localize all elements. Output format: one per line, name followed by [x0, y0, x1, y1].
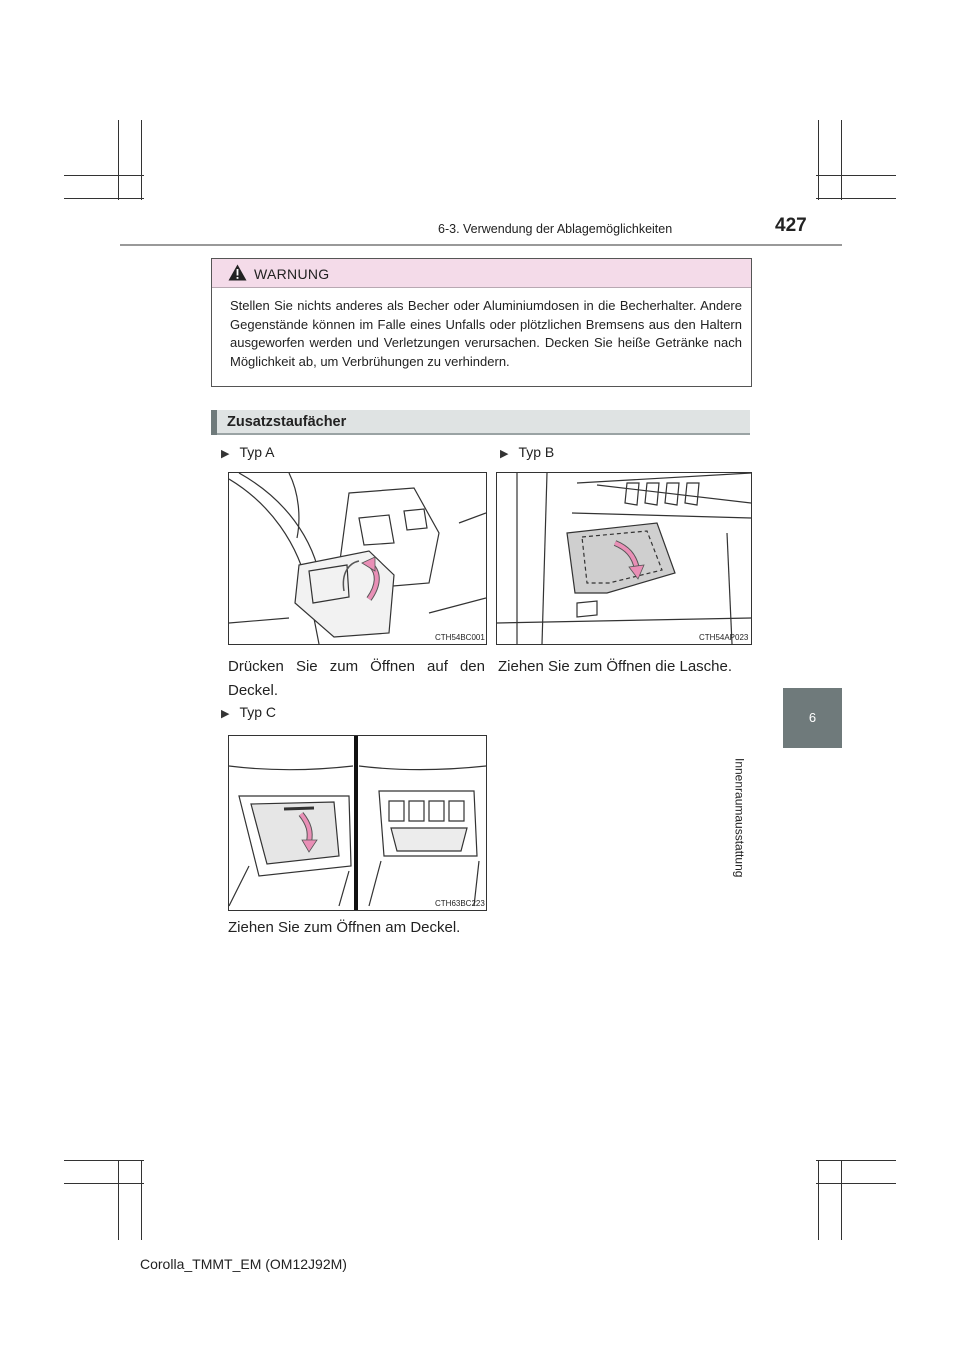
type-a-label	[221, 444, 275, 460]
chapter-label-text: Innenraumausstattung	[732, 758, 747, 878]
chapter-label	[732, 758, 806, 898]
warning-header	[212, 259, 751, 288]
section-heading-bar	[211, 410, 750, 435]
type-c-label	[221, 704, 276, 720]
dashboard-compartment-illustration	[497, 473, 751, 644]
figure-type-a	[228, 472, 487, 645]
page-number: 427	[775, 215, 807, 236]
type-b-text: Typ B	[518, 444, 555, 460]
triangle-bullet-icon: ▶	[221, 708, 230, 720]
figure-code-a: CTH54BC001	[435, 633, 485, 642]
caption-type-b: Ziehen Sie zum Öffnen die Lasche.	[498, 658, 733, 675]
caption-type-a: Drücken Sie zum Öffnen auf den Deckel.	[228, 658, 485, 699]
warning-text: Stellen Sie nichts anderes als Becher oder Aluminiumdosen in die Becherhalter. Andere Gegenstände können im Falle eines Unfalls oder plötzlichen Bremsens aus den Haltern ausgeworfen werden und Verletzungen verursachen. Decken Sie heiße Getränke nach Möglichkeit ab, um Verbrühungen zu verhindern.	[230, 298, 742, 369]
figure-type-b	[496, 472, 752, 645]
type-b-label	[500, 444, 554, 460]
caption-type-c: Ziehen Sie zum Öffnen am Deckel.	[228, 919, 461, 936]
figure-type-c	[228, 735, 487, 911]
warning-title: WARNUNG	[254, 266, 330, 282]
overhead-console-illustration	[229, 473, 486, 644]
figure-code-b: CTH54AP023	[699, 633, 749, 642]
footer-text: Corolla_TMMT_EM (OM12J92M)	[140, 1256, 347, 1272]
type-a-text: Typ A	[239, 444, 275, 460]
chapter-number: 6	[808, 710, 817, 725]
lower-compartment-illustration	[229, 736, 486, 910]
section-title: Zusatzstaufächer	[227, 414, 347, 430]
triangle-bullet-icon: ▶	[500, 448, 509, 460]
warning-triangle-icon	[228, 264, 247, 281]
section-accent	[211, 410, 217, 435]
warning-box	[211, 258, 752, 387]
header-rule	[120, 244, 842, 246]
chapter-tab	[783, 688, 842, 748]
section-header: 6-3. Verwendung der Ablagemöglichkeiten	[438, 222, 673, 236]
triangle-bullet-icon: ▶	[221, 448, 230, 460]
type-c-text: Typ C	[239, 704, 277, 720]
figure-code-c: CTH63BC223	[435, 899, 485, 908]
